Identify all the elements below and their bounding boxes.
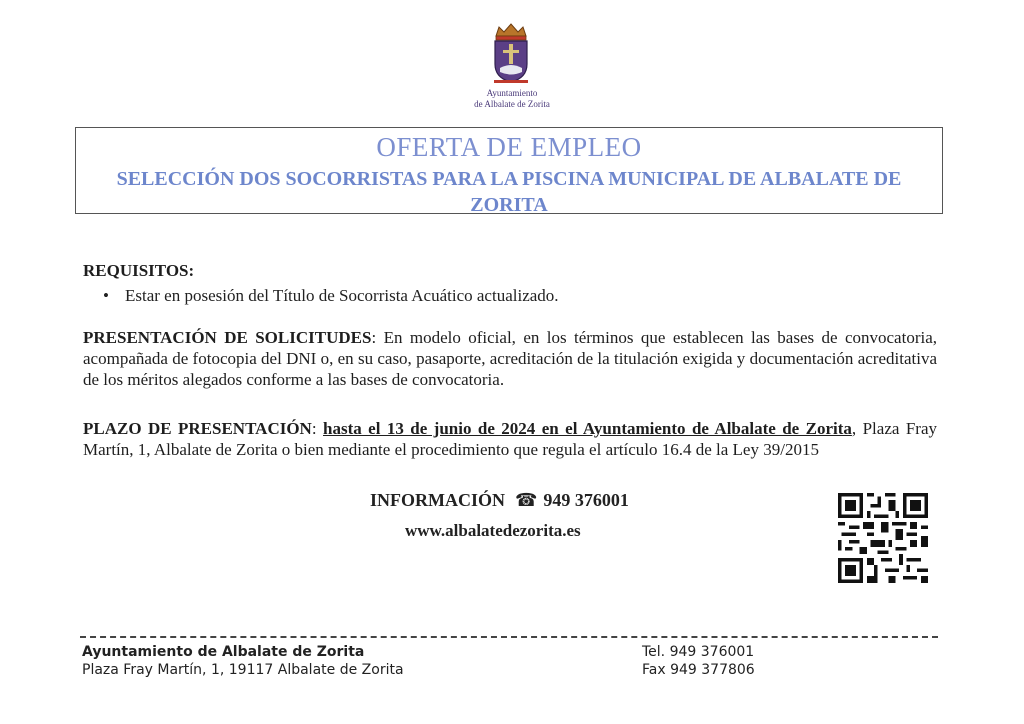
presentacion-paragraph xyxy=(83,327,937,390)
informacion-line xyxy=(370,490,629,511)
plazo-separator: : xyxy=(311,419,323,438)
telephone-icon: ☎ xyxy=(515,490,538,510)
informacion-label: INFORMACIÓN xyxy=(370,490,505,510)
requisitos-item xyxy=(103,285,559,306)
municipal-crest-logo xyxy=(490,22,532,86)
footer-address: Plaza Fray Martín, 1, 19117 Albalate de Zorita xyxy=(82,662,404,678)
org-name-line1: Ayuntamiento xyxy=(486,88,538,98)
page-title: OFERTA DE EMPLEO xyxy=(376,132,642,162)
presentacion-text: : En modelo oficial, en los términos que establecen las bases de convocatoria, acompañada de fotocopia del DNI o, en su caso, pasaporte, acreditación de la titulación exigida y documentación acreditativa de los méritos alegados conforme a las bases de convocatoria. xyxy=(83,328,937,389)
qr-code[interactable] xyxy=(836,493,930,583)
footer-fax: Fax 949 377806 xyxy=(642,662,755,678)
requisitos-heading: REQUISITOS: xyxy=(83,261,195,280)
title-box xyxy=(75,127,943,214)
informacion-phone: 949 376001 xyxy=(543,490,629,510)
plazo-paragraph xyxy=(83,418,937,460)
website-link[interactable]: www.albalatedezorita.es xyxy=(405,521,581,540)
footer-phone: Tel. 949 376001 xyxy=(642,644,755,660)
plazo-heading: PLAZO DE PRESENTACIÓN xyxy=(83,419,312,438)
org-name-line2: de Albalate de Zorita xyxy=(474,99,550,109)
footer-org-name: Ayuntamiento de Albalate de Zorita xyxy=(82,644,365,660)
footer-divider xyxy=(80,636,938,638)
plazo-text: , Plaza Fray Martín, 1, Albalate de Zorita o bien mediante el procedimiento que regula el artículo 16.4 de la Ley 39/2015 xyxy=(83,419,937,459)
plazo-deadline: hasta el 13 de junio de 2024 en el Ayuntamiento de Albalate de Zorita xyxy=(323,419,852,438)
page-subtitle: SELECCIÓN DOS SOCORRISTAS PARA LA PISCINA MUNICIPAL DE ALBALATE DE ZORITA xyxy=(116,168,902,216)
requisitos-item-text: Estar en posesión del Título de Socorrista Acuático actualizado. xyxy=(125,286,559,305)
bullet-icon: • xyxy=(103,286,109,305)
presentacion-heading: PRESENTACIÓN DE SOLICITUDES xyxy=(83,328,372,347)
